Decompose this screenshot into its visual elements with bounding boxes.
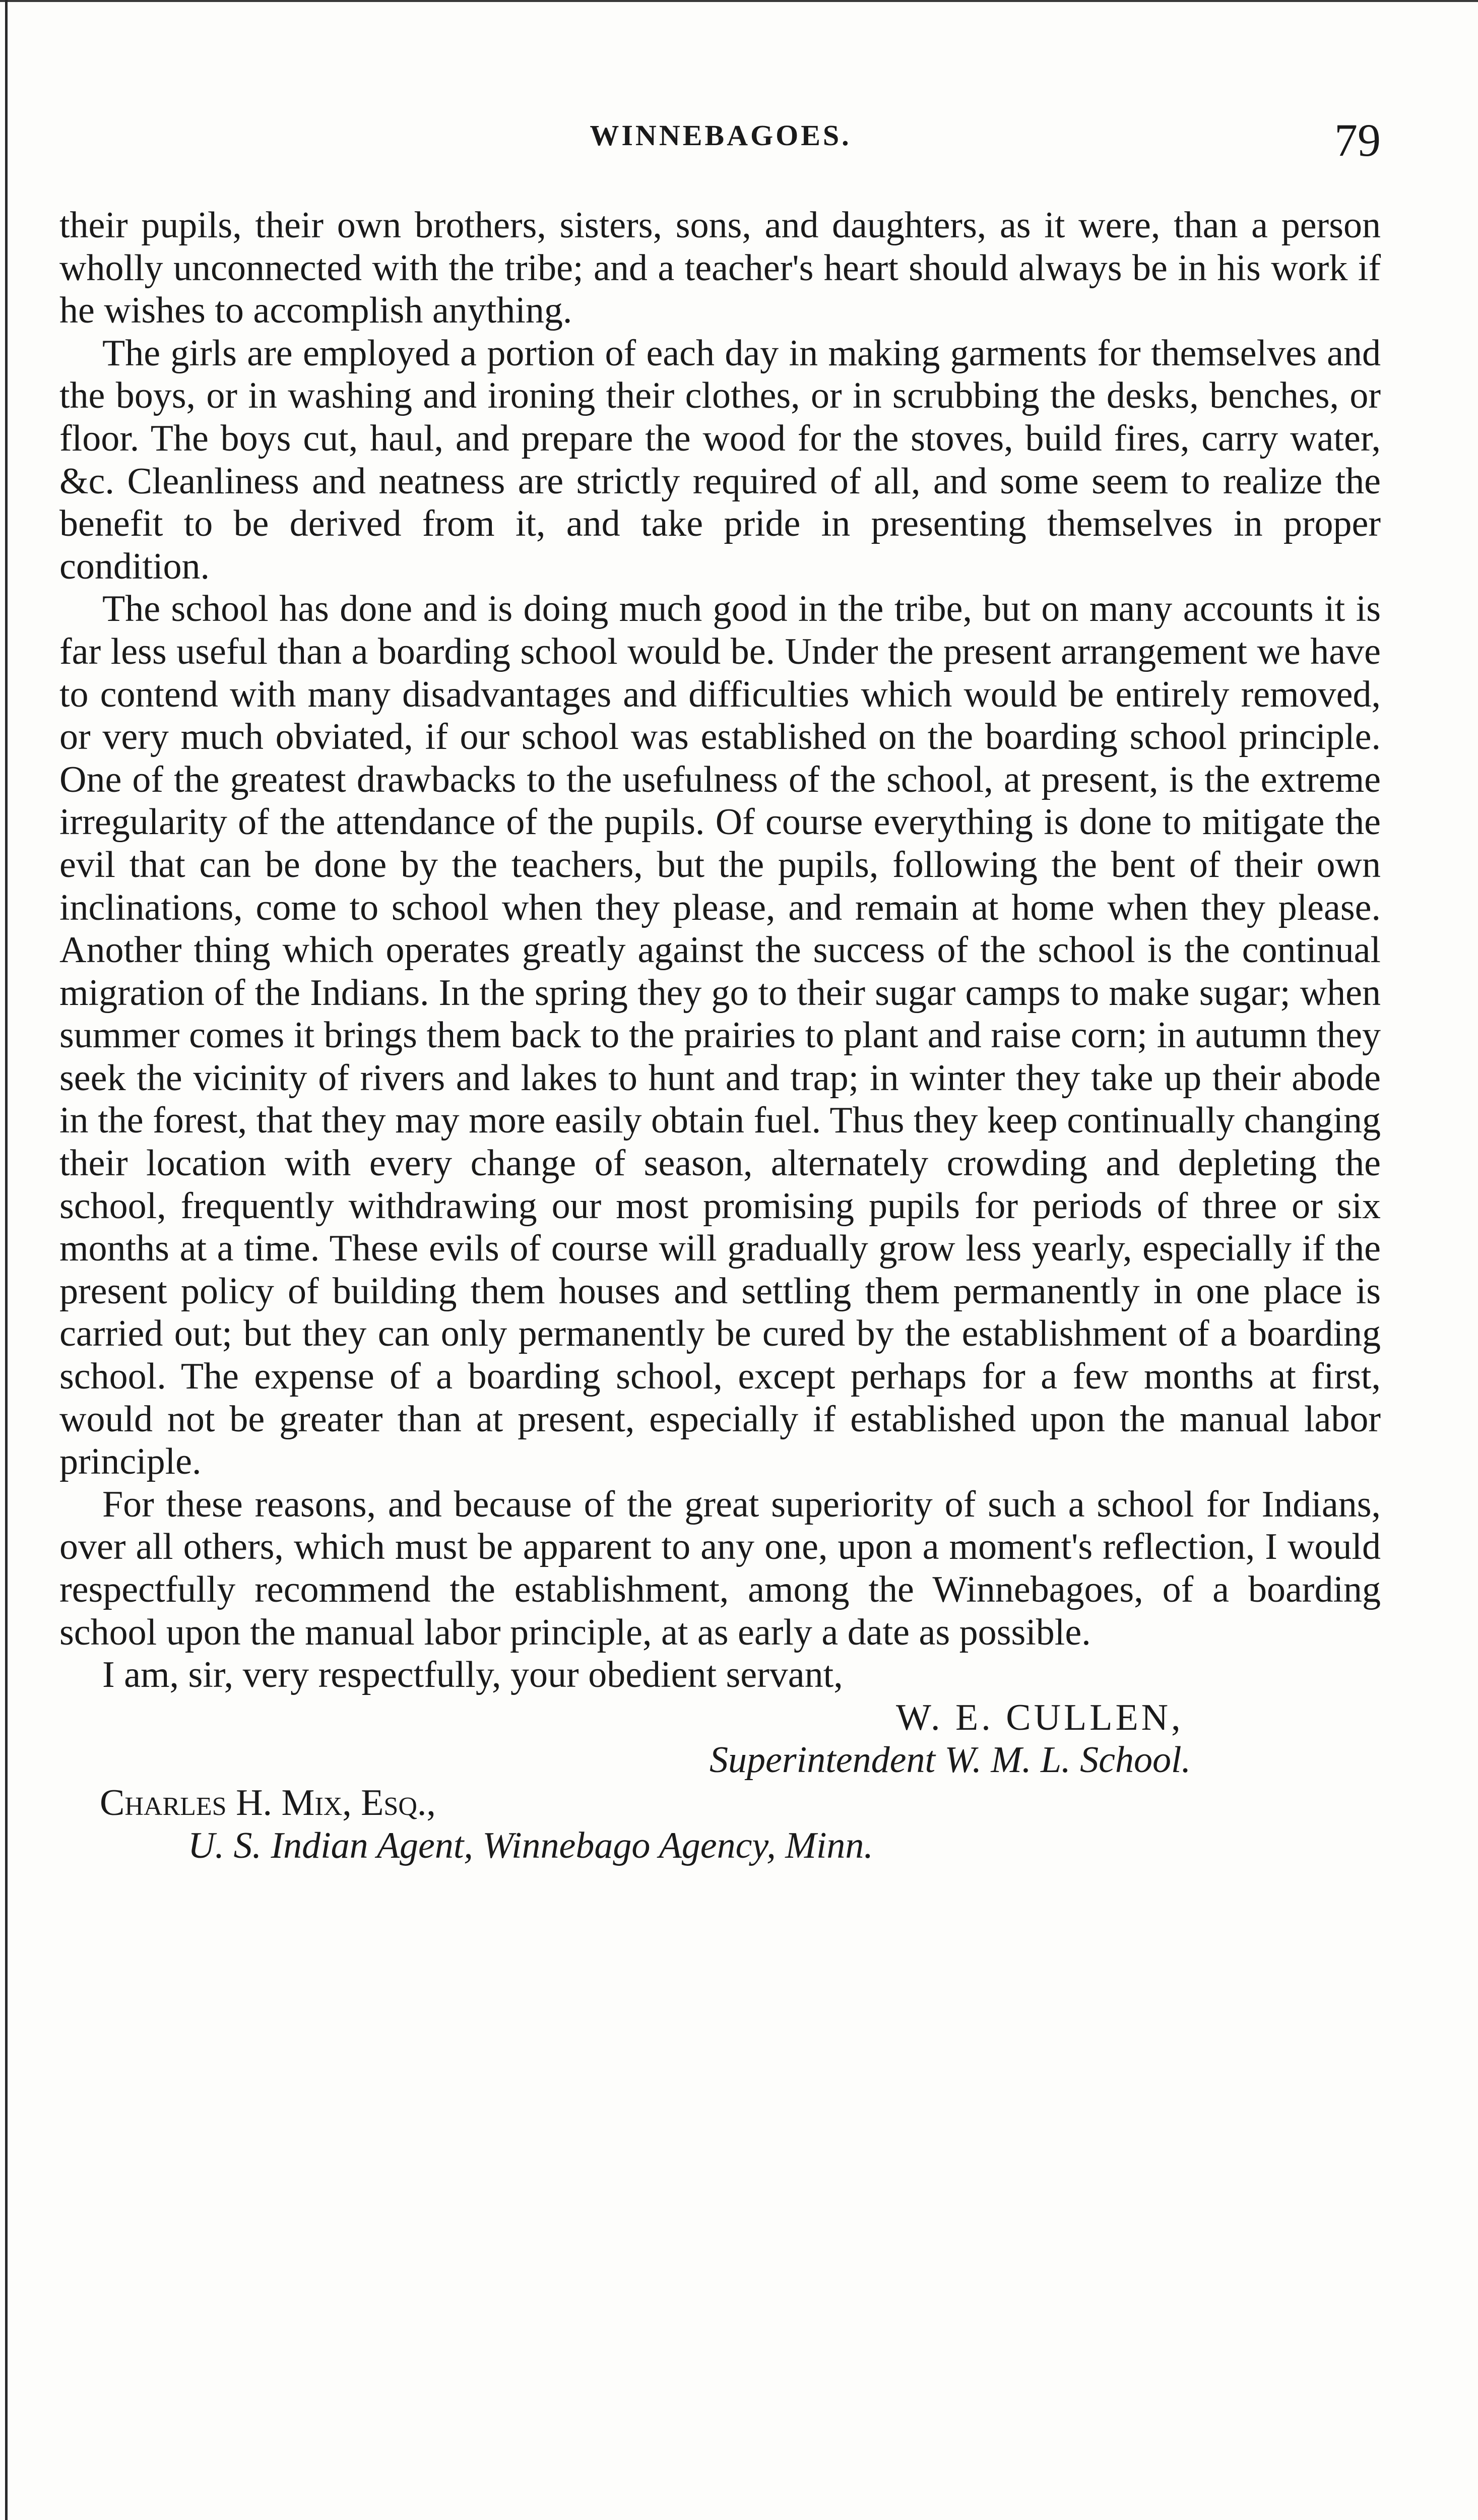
paragraph-1: their pupils, their own brothers, sisters, sons, and daughters, as it were, than a person wholly unconnected with the tribe; and a teacher's heart should always be in his work if he wishes to accomplish anything. bbox=[59, 205, 1381, 332]
signature-name: W. E. CULLEN, bbox=[896, 1696, 1184, 1738]
addressee-name: Charles H. Mix, Esq., bbox=[100, 1782, 436, 1823]
addressee-title: U. S. Indian Agent, Winnebago Agency, Minn. bbox=[188, 1824, 873, 1866]
page-left-edge bbox=[5, 0, 8, 2520]
page-number: 79 bbox=[1334, 114, 1381, 166]
page-top-edge bbox=[0, 0, 1478, 2]
paragraph-2: The girls are employed a portion of each day in making garments for themselves and the boys, or in washing and ironing their clothes, or in scrubbing the desks, benches, or floor. The boys cut, haul, and prepare the wood for the stoves, build fires, carry water, &c. Cleanliness and neatness are strictly required of all, and some seem to realize the benefit to be derived from it, and take pride in presenting themselves in proper condition. bbox=[59, 332, 1381, 587]
paragraph-3: The school has done and is doing much good in the tribe, but on many accounts it is far less useful than a boarding school would be. Under the present arrangement we have to contend with many disadvantages and difficulties which would be entirely removed, or very much obviated, if our school was established on the boarding school principle. One of the greatest drawbacks to the usefulness of the school, at present, is the extreme irregularity of the attendance of the pupils. Of course everything is done to mitigate the evil that can be done by the teachers, but the pupils, following the bent of their own inclinations, come to school when they please, and remain at home when they please. Another thing which operates greatly against the success of the school is the continual migration of the Indians. In the spring they go to their sugar camps to make sugar; when summer comes it brings them back to the prairies to plant and raise corn; in autumn they seek the vicinity of rivers and lakes to hunt and trap; in winter they take up their abode in the forest, that they may more easily obtain fuel. Thus they keep continually changing their location with every change of season, alternately crowding and depleting the school, frequently withdrawing our most promising pupils for periods of three or six months at a time. These evils of course will gradually grow less yearly, especially if the present policy of building them houses and settling them permanently in one place is carried out; but they can only permanently be cured by the establishment of a boarding school. The expense of a boarding school, except perhaps for a few months at first, would not be greater than at present, especially if established upon the manual labor principle. bbox=[59, 588, 1381, 1483]
paragraph-4: For these reasons, and because of the great superiority of such a school for Indians, over all others, which must be apparent to any one, upon a moment's reflection, I would respectfully recommend the establishment, among the Winnebagoes, of a boarding school upon the manual labor principle, at as early a date as possible. bbox=[59, 1483, 1381, 1653]
letter-body bbox=[59, 204, 1381, 1867]
signature-title: Superintendent W. M. L. School. bbox=[710, 1739, 1191, 1781]
running-head: WINNEBAGOES. bbox=[590, 119, 852, 152]
page-header bbox=[60, 113, 1381, 174]
closing-line: I am, sir, very respectfully, your obedient servant, bbox=[102, 1654, 843, 1696]
